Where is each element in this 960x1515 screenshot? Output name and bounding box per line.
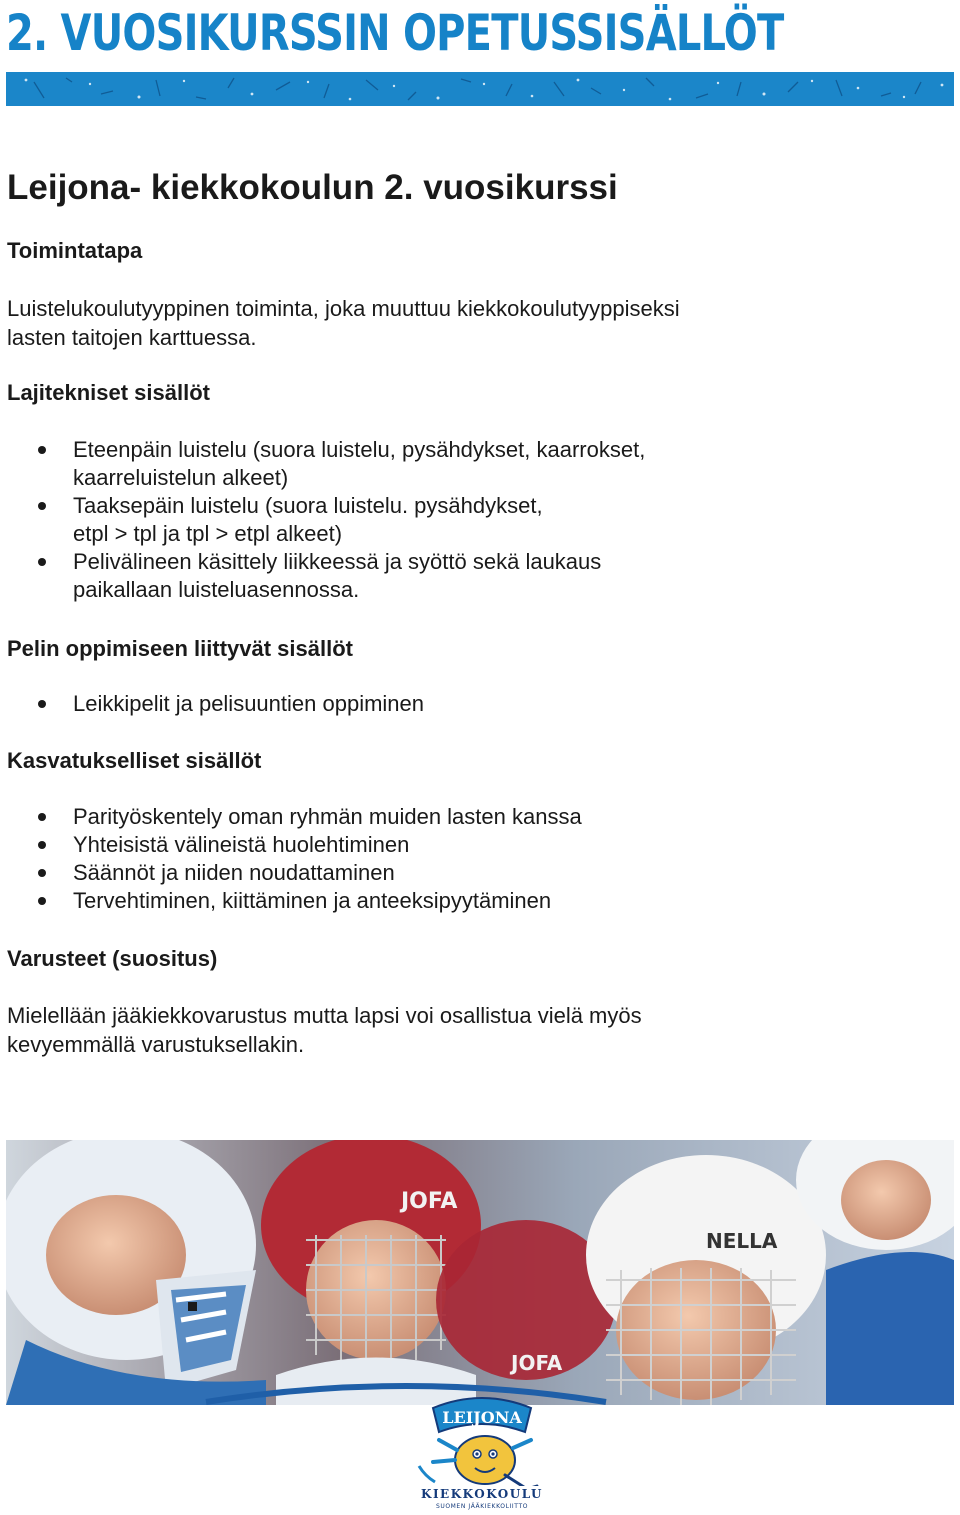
paragraph-toimintatapa [7,294,680,352]
list-item [0,436,645,492]
list-item [0,548,645,604]
helmet-brand-text: JOFA [511,1351,563,1375]
list-item-text: etpl > tpl ja tpl > etpl alkeet) [73,521,343,546]
list-kasvatukselliset [0,803,582,915]
list-item [0,859,582,887]
list-item-text: Leikkipelit ja pelisuuntien oppiminen [73,691,425,716]
bullet-icon [38,446,46,454]
heading-lajitekniset: Lajitekniset sisällöt [7,380,210,405]
list-pelin-oppiminen [0,690,424,718]
list-item [0,831,582,859]
logo-banner-text: LEIJONA [442,1408,522,1427]
list-item-text: kaarreluistelun alkeet) [73,465,289,490]
list-lajitekniset [0,436,645,604]
list-item-text: Säännöt ja niiden noudattaminen [73,860,395,885]
page-title: 2. VUOSIKURSSIN OPETUSSISÄLLÖT [6,4,784,62]
list-item-text: paikallaan luisteluasennossa. [73,577,360,602]
list-item-text: Taaksepäin luistelu (suora luistelu. pysähdykset, [73,493,543,518]
list-item [0,887,582,915]
paragraph-line: kevyemmällä varustuksellakin. [7,1032,305,1057]
paragraph-line: Mielellään jääkiekkovarustus mutta lapsi voi osallistua vielä myös [7,1003,642,1028]
list-item-text: Yhteisistä välineistä huolehtiminen [73,832,410,857]
list-item [0,690,424,718]
leijona-kiekkokoulu-logo [405,1390,560,1510]
list-item-text: Eteenpäin luistelu (suora luistelu, pysähdykset, kaarrokset, [73,437,646,462]
bullet-icon [38,700,46,708]
bullet-icon [38,841,46,849]
bullet-icon [38,869,46,877]
logo-name-text: KIEKKOKOULU [421,1487,543,1501]
logo-org-text: SUOMEN JÄÄKIEKKOLIITTO [435,1503,529,1510]
list-item [0,492,645,548]
heading-kasvatukselliset: Kasvatukselliset sisällöt [7,748,262,773]
paragraph-line: Luistelukoulutyyppinen toiminta, joka muuttuu kiekkokoulutyyppiseksi [7,296,680,321]
bullet-icon [38,558,46,566]
list-item-text: Parityöskentely oman ryhmän muiden lasten kanssa [73,804,582,829]
list-item-text: Tervehtiminen, kiittäminen ja anteeksipyytäminen [73,888,552,913]
bullet-icon [38,897,46,905]
subtitle: Leijona- kiekkokoulun 2. vuosikurssi [7,168,618,207]
hockey-children-photo [6,1140,954,1405]
helmet-brand-text: JOFA [401,1189,458,1214]
title-band-decoration [6,72,954,106]
paragraph-line: lasten taitojen karttuessa. [7,325,257,350]
paragraph-varusteet [7,1001,642,1059]
heading-varusteet: Varusteet (suositus) [7,946,218,971]
list-item-text: Pelivälineen käsittely liikkeessä ja syöttö sekä laukaus [73,549,602,574]
list-item [0,803,582,831]
bullet-icon [38,502,46,510]
heading-toimintatapa: Toimintatapa [7,238,143,263]
helmet-name-text: NELLA [706,1229,778,1253]
bullet-icon [38,813,46,821]
heading-pelin-oppiminen: Pelin oppimiseen liittyvät sisällöt [7,636,353,661]
